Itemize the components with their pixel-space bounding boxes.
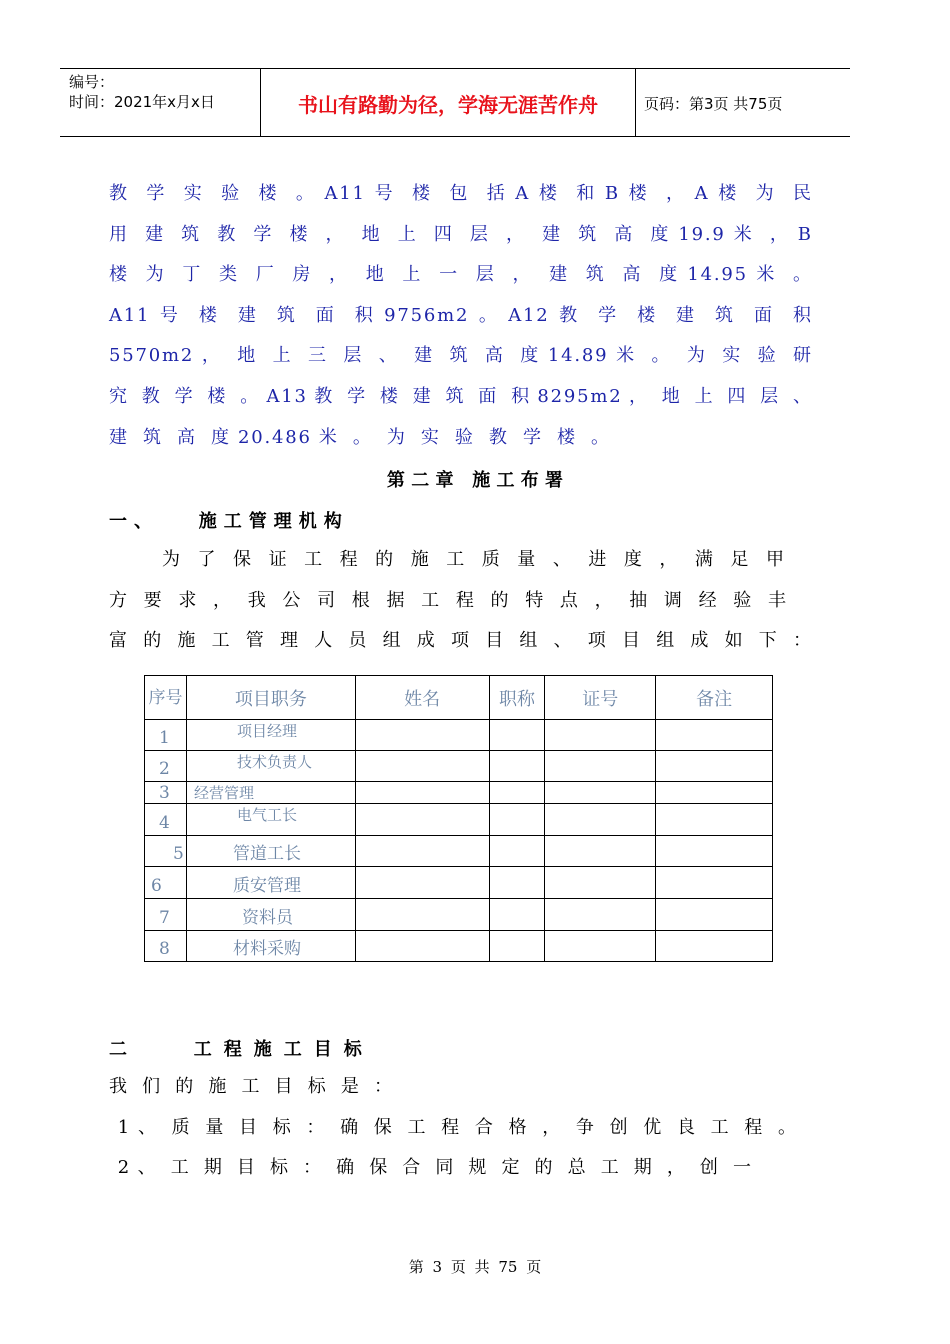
table-header-row bbox=[145, 676, 773, 720]
section2-heading: 二 工程施工目标 bbox=[109, 1039, 374, 1060]
section1-line: 富 的 施 工 管 理 人 员 组 成 项 目 组 、 项 目 组 成 如 下 ： bbox=[109, 630, 811, 651]
page-footer: 第 3 页 共 75 页 bbox=[408, 1258, 542, 1276]
header-middle-cell bbox=[260, 69, 636, 136]
number-label: 编号： bbox=[69, 73, 115, 91]
section2-line: 1 、 质 量 目 标 ： 确 保 工 程 合 格 ， 争 创 优 良 工 程 。 bbox=[116, 1117, 796, 1138]
row-role: 经营管理 bbox=[186, 782, 355, 804]
table-row bbox=[145, 931, 773, 962]
row-role: 质安管理 bbox=[186, 867, 355, 899]
intro-line: 究 教 学 楼 。 A 1 3 教 学 楼 建 筑 面 积 8 2 9 5 m 2 ， 地 上 四 层 、 bbox=[109, 386, 811, 407]
chapter-title: 第 二 章 施 工 布 署 bbox=[386, 470, 564, 491]
intro-line: 楼 为 丁 类 厂 房 ， 地 上 一 层 ， 建 筑 高 度 1 4 . 9 5 米 。 bbox=[109, 264, 811, 285]
section1-line: 方 要 求 ， 我 公 司 根 据 工 程 的 特 点 ， 抽 调 经 验 丰 bbox=[109, 590, 786, 611]
col-header-name: 姓名 bbox=[355, 676, 489, 720]
time-label: 时间：2021年x月x日 bbox=[69, 93, 215, 111]
col-header-cert: 证号 bbox=[545, 676, 656, 720]
table-row bbox=[145, 899, 773, 931]
row-role: 材料采购 bbox=[186, 931, 355, 962]
page-header bbox=[60, 68, 850, 137]
row-no: 7 bbox=[145, 899, 187, 931]
row-no: 2 bbox=[145, 751, 187, 782]
intro-line: 5 5 7 0 m 2 ， 地 上 三 层 、 建 筑 高 度 1 4 . 8 9 米 。 为 实 验 研 bbox=[109, 345, 811, 366]
table-row bbox=[145, 720, 773, 751]
intro-line: A 1 1 号 楼 建 筑 面 积 9 7 5 6 m 2 。 A 1 2 教 学 楼 建 筑 面 积 bbox=[109, 305, 811, 326]
header-right-cell bbox=[635, 69, 850, 136]
page-label: 页码：第3页 共75页 bbox=[644, 95, 783, 113]
intro-line: 教 学 实 验 楼 。 A 1 1 号 楼 包 括 A 楼 和 B 楼 ， A 楼 为 民 bbox=[109, 183, 811, 204]
row-role: 项目经理 bbox=[186, 720, 355, 751]
table-row bbox=[145, 867, 773, 899]
table-row bbox=[145, 804, 773, 836]
row-no: 4 bbox=[145, 804, 187, 836]
col-header-title: 职称 bbox=[489, 676, 545, 720]
intro-line: 用 建 筑 教 学 楼 ， 地 上 四 层 ， 建 筑 高 度 1 9 . 9 米 ， B bbox=[109, 224, 811, 245]
table-row bbox=[145, 751, 773, 782]
row-role: 技术负责人 bbox=[186, 751, 355, 782]
section1-heading: 一、 施工管理机构 bbox=[109, 511, 349, 532]
motto: 书山有路勤为径，学海无涯苦作舟 bbox=[298, 93, 598, 117]
intro-line: 建 筑 高 度 2 0 . 4 8 6 米 。 为 实 验 教 学 楼 。 bbox=[109, 427, 609, 448]
header-left-cell bbox=[60, 69, 260, 136]
staff-table bbox=[144, 675, 773, 962]
row-no: 6 bbox=[145, 867, 187, 899]
section2-line: 我 们 的 施 工 目 标 是 ： bbox=[109, 1076, 392, 1097]
row-role: 管道工长 bbox=[186, 836, 355, 867]
col-header-role: 项目职务 bbox=[186, 676, 355, 720]
table-row bbox=[145, 836, 773, 867]
col-header-no: 序号 bbox=[145, 676, 187, 720]
row-no: 8 bbox=[145, 931, 187, 962]
table-row bbox=[145, 782, 773, 804]
row-no: 3 bbox=[145, 782, 187, 804]
row-role: 资料员 bbox=[186, 899, 355, 931]
section2-line: 2 、 工 期 目 标 ： 确 保 合 同 规 定 的 总 工 期 ， 创 一 bbox=[116, 1157, 751, 1178]
section1-line: 为 了 保 证 工 程 的 施 工 质 量 、 进 度 ， 满 足 甲 bbox=[162, 549, 784, 570]
row-role: 电气工长 bbox=[186, 804, 355, 836]
row-no: 5 bbox=[145, 836, 187, 867]
row-no: 1 bbox=[145, 720, 187, 751]
col-header-remark: 备注 bbox=[656, 676, 773, 720]
